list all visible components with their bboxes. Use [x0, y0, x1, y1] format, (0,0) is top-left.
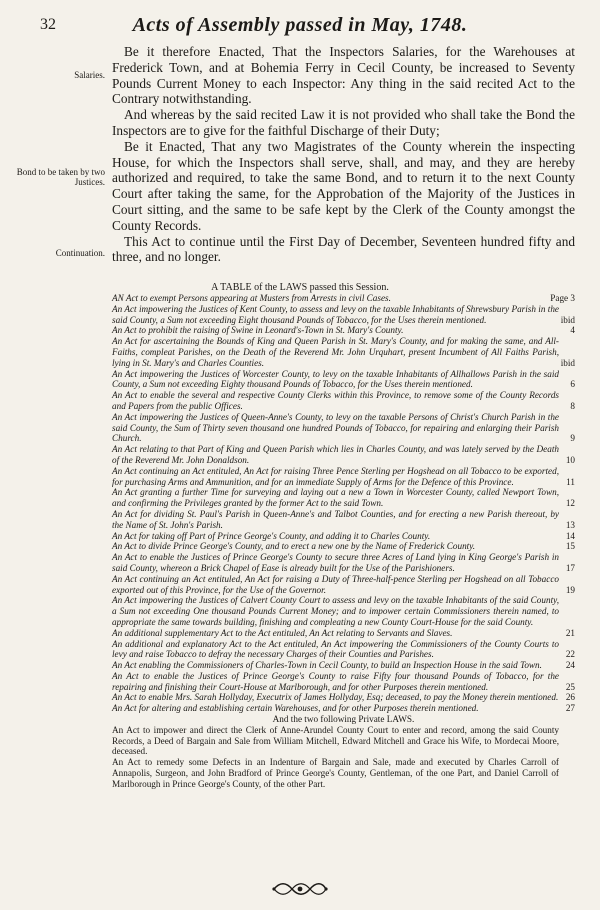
- law-entry: [112, 390, 575, 412]
- page-header: [40, 14, 560, 36]
- law-page: 15: [565, 541, 575, 552]
- law-text: An Act impowering the Justices of Worcester County, to levy on the taxable Inhabitants of Allhallows Parish in the said County, a Sum not exceeding Eighty thousand Pounds of Tobacco, for the Uses therein mentioned.: [112, 368, 559, 390]
- law-text: An Act for altering and establishing certain Warehouses, and for other Purposes therein mentioned.: [112, 703, 479, 714]
- law-entry: [112, 304, 575, 326]
- law-page: 21: [565, 627, 575, 638]
- law-entry: [112, 336, 575, 368]
- law-page: 10: [565, 454, 575, 465]
- law-text: An Act to prohibit the raising of Swine in Leonard's-Town in St. Mary's County.: [112, 325, 404, 336]
- law-page: Page 3: [550, 293, 575, 303]
- law-text: An Act impowering the Justices of Kent County, to assess and levy on the taxable Inhabitants of Shrewsbury Parish in the said County, a Sum not exceeding Eight thousand Pounds of Tobacco, for the Uses therein mentioned.: [112, 303, 559, 325]
- law-entry: [112, 552, 575, 574]
- law-entry: [112, 660, 575, 671]
- law-entry: [112, 628, 575, 639]
- law-entry: [112, 412, 575, 444]
- law-entry: [112, 531, 575, 542]
- law-page: 19: [565, 584, 575, 595]
- law-text: An Act to enable the several and respective County Clerks within this Province, to remove some of the County Records and Papers from the public Offices.: [112, 390, 559, 411]
- law-entry: [112, 444, 575, 466]
- law-entry: [112, 369, 575, 391]
- law-entry: [112, 487, 575, 509]
- law-text: An Act continuing an Act entituled, An Act for raising Three Pence Sterling per Hogshead on all Tobacco to be exported, for purchasing Arms and Ammunition, and for an immediate Supply of Arms for the Defence of this Province.: [112, 465, 559, 487]
- law-text: An Act continuing an Act entituled, An Act for raising a Duty of Three-half-pence Sterling per Hogshead on all Tobacco exported out of this Province, for the Use of the Governor.: [112, 573, 559, 595]
- margin-note-bond: Bond to be taken by two Justices.: [16, 167, 105, 187]
- law-page: 6: [570, 379, 575, 390]
- law-entry: [112, 509, 575, 531]
- law-entry: [112, 703, 575, 714]
- private-laws-title: And the two following Private LAWS.: [272, 714, 415, 725]
- table-of-laws: [112, 293, 575, 790]
- law-text: An Act for ascertaining the Bounds of King and Queen Parish in St. Mary's County, and for making the same, and All-Faiths, compleat Parishes, on the Death of the Reverend Mr. John Urquhart, present Incumbent of All Faiths Parish, lying in St. Mary's and Charles Counties.: [112, 336, 559, 368]
- paragraph: Be it Enacted, That any two Magistrates of the County wherein the inspecting House, for which the Inspectors shall serve, shall, and may, and they are hereby authorized and required, to take the same Bond, and to return it to the next County Court after taking the same, for the Approbation of the Majority of the Justices in Court sitting, and the same to be safe kept by the Clerk of the County amongst the County Records.: [112, 138, 575, 233]
- law-page: 17: [565, 562, 575, 573]
- law-page: 25: [565, 681, 575, 692]
- law-text: An Act for taking off Part of Prince George's County, and adding it to Charles County.: [112, 530, 431, 541]
- law-text: An Act to enable the Justices of Prince George's County to secure three Acres of Land lying in King George's Parish in said County, whereon a Brick Chapel of Ease is already built for the Use of the Parishioners.: [112, 552, 559, 573]
- floral-ornament-icon: [270, 880, 330, 898]
- law-page: 9: [570, 433, 575, 444]
- law-text: An Act for dividing St. Paul's Parish in Queen-Anne's and Talbot Counties, and for erecting a new Parish thereout, by the Name of St. John's Parish.: [112, 508, 559, 530]
- law-page: 11: [566, 476, 575, 487]
- act-text: [112, 44, 575, 265]
- law-text: An Act to divide Prince George's County, and to erect a new one by the Name of Frederick County.: [112, 541, 476, 552]
- law-page: 14: [565, 530, 575, 541]
- law-page: 4: [570, 325, 575, 336]
- law-page: 12: [565, 498, 575, 509]
- law-page: 24: [565, 660, 575, 671]
- law-text: An Act to enable Mrs. Sarah Hollyday, Executrix of James Hollyday, Esq; deceased, to pay the Money therein mentioned.: [112, 692, 559, 703]
- law-text: An Act impowering the Justices of Calvert County Court to assess and levy on the taxable Inhabitants of the said County, a Sum not exceeding One thousand Pounds Current Money; and to impower certain Commissioners therein named, to appropriate the same towards building, finishing and compleating a new County Court-House for the said County.: [112, 595, 559, 627]
- private-law-entry: An Act to impower and direct the Clerk of Anne-Arundel County Court to enter and record, among the said County Records, a Deed of Bargain and Sale from William Mitchell, Edward Mitchell and Grace his Wife, to Mordecai Moore, deceased.: [112, 724, 559, 757]
- page-number: 32: [40, 16, 56, 33]
- margin-note-continuation: Continuation.: [55, 248, 105, 258]
- law-text: An Act relating to that Part of King and Queen Parish which lies in Charles County, and was lately served by the Death of the Reverend Mr. John Donaldson.: [112, 444, 559, 465]
- law-page: ibid: [560, 357, 575, 368]
- law-entry: [112, 595, 575, 627]
- law-text: An additional supplementary Act to the Act entituled, An Act relating to Servants and Slaves.: [112, 627, 453, 638]
- law-page: ibid: [560, 314, 575, 325]
- law-entry: [112, 639, 575, 661]
- law-page: 8: [570, 400, 575, 411]
- paragraph: Be it therefore Enacted, That the Inspectors Salaries, for the Warehouses at Frederick Town, and at Bohemia Ferry in Cecil County, be increased to Seventy Pounds Current Money to each Inspector: Any thing in the said recited Act to the Contrary notwithstanding.: [112, 44, 575, 107]
- paragraph: This Act to continue until the First Day of December, Seventeen hundred fifty and three, and no longer.: [112, 233, 575, 265]
- law-entry: [112, 293, 575, 304]
- law-text: An additional and explanatory Act to the Act entituled, An Act impowering the Commissioners of the County Courts to levy and raise Tobacco to defray the necessary Charges of their Counties and Parishes.: [112, 638, 559, 660]
- law-page: 27: [565, 703, 575, 714]
- law-page: 26: [565, 692, 575, 703]
- law-page: 13: [565, 519, 575, 530]
- margin-note-salaries: Salaries.: [74, 70, 105, 80]
- law-page: 22: [565, 649, 575, 660]
- law-entry: [112, 671, 575, 693]
- law-entry: [112, 325, 575, 336]
- law-entry: [112, 466, 575, 488]
- law-entry: [112, 541, 575, 552]
- law-text: An Act to enable the Justices of Prince George's County to raise Fifty four thousand Pounds of Tobacco, for the repairing and finishing their Court-House at Marlborough, and for other Purposes therein mentioned.: [112, 670, 559, 692]
- law-text: AN Act to exempt Persons appearing at Musters from Arrests in civil Cases.: [112, 293, 391, 303]
- paragraph: And whereas by the said recited Law it is not provided who shall take the Bond the Inspectors are to give for the faithful Discharge of their Duty;: [112, 107, 575, 138]
- law-text: An Act granting a further Time for surveying and laying out a new a Town in Worcester County, called Newport Town, and confirming the Privileges granted by the former Act to the said Town.: [112, 487, 559, 509]
- running-title: Acts of Assembly passed in May, 1748.: [132, 14, 468, 36]
- law-text: An Act impowering the Justices of Queen-Anne's County, to levy on the taxable Persons of Christ's Church Parish in the said County, the Sum of Thirty seven thousand one hundred Pounds of Tobacco, for repairing and enlarging their Parish Church.: [112, 411, 559, 444]
- law-entry: [112, 692, 575, 703]
- law-entry: [112, 574, 575, 596]
- law-text: An Act enabling the Commissioners of Charles-Town in Cecil County, to build an Inspection House in the said Town.: [112, 660, 542, 671]
- private-law-entry: An Act to remedy some Defects in an Indenture of Bargain and Sale, made and executed by Charles Carroll of Annapolis, Surgeon, and John Bradford of Prince George's County, Gentleman, of the one Part, and Daniel Carroll of Marlborough in Prince George's County, of the other Part.: [112, 757, 559, 789]
- table-of-laws-title: A TABLE of the LAWS passed this Session.: [211, 282, 389, 293]
